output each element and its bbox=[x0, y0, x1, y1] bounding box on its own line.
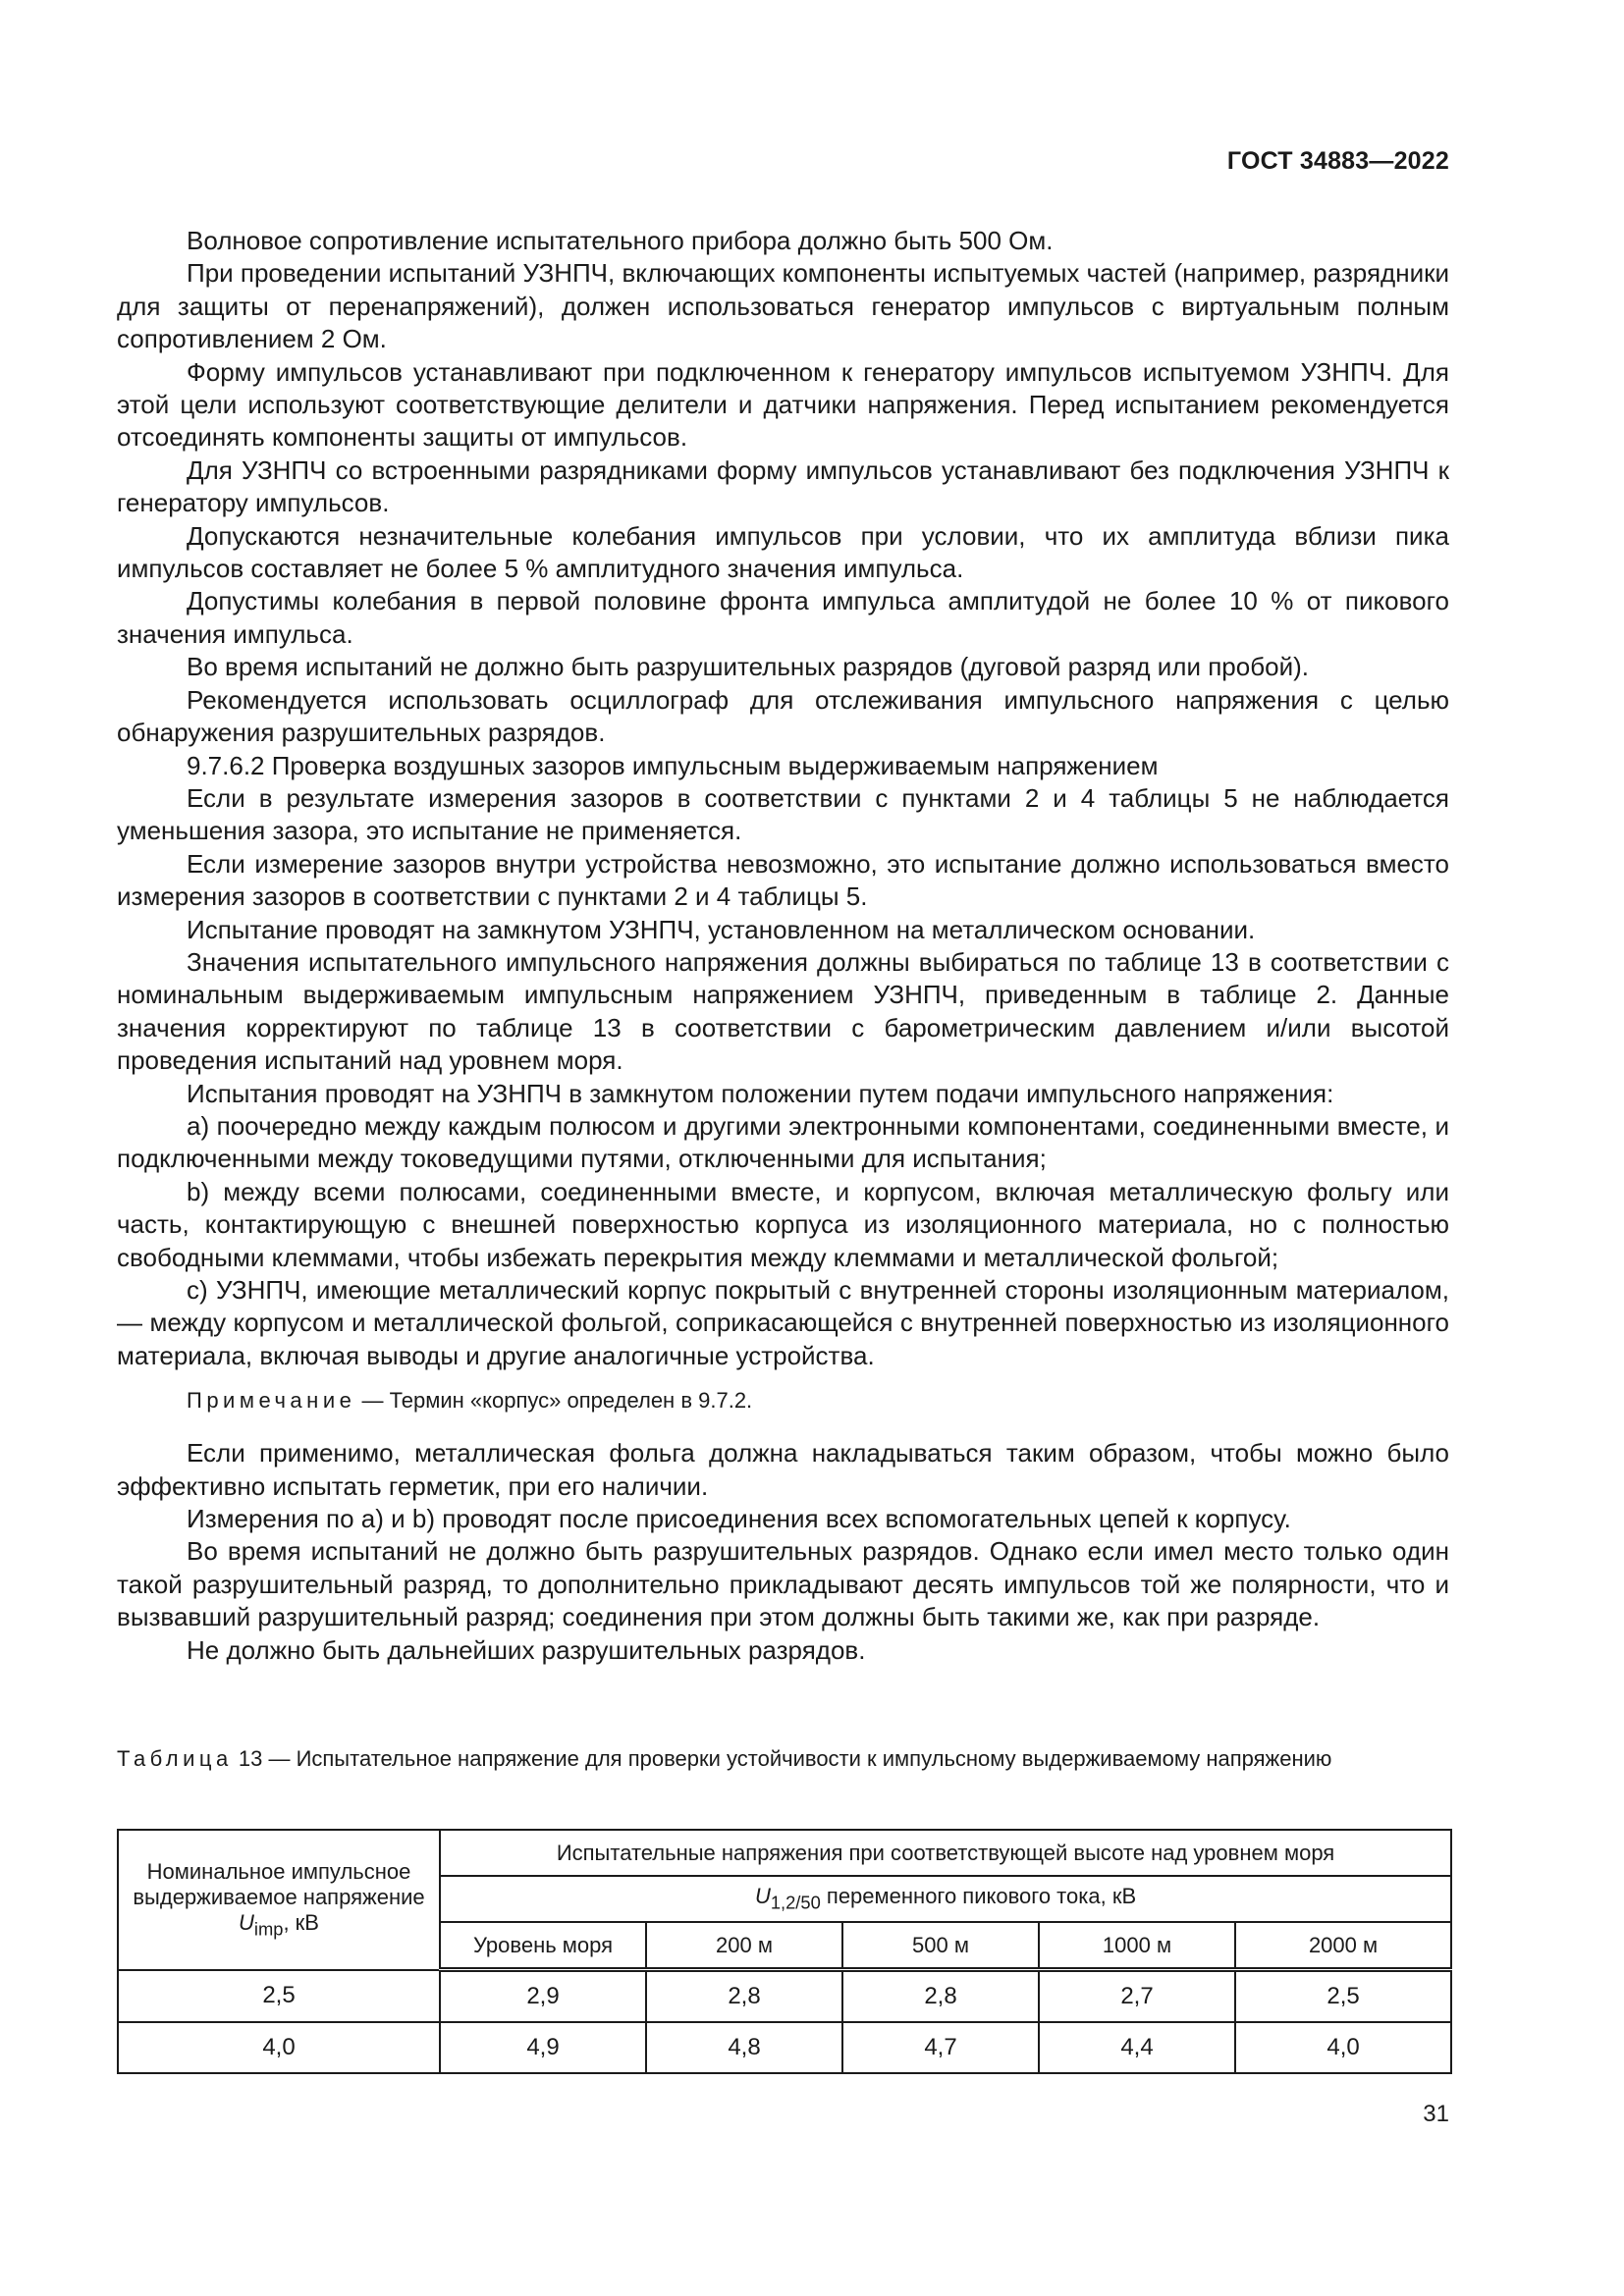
table-caption-text: 13 — Испытательное напряжение для проверки устойчивости к импульсному выдерживаемому напряжению bbox=[232, 1746, 1332, 1771]
page-number: 31 bbox=[1423, 2101, 1449, 2127]
paragraph: При проведении испытаний УЗНПЧ, включающих компоненты испытуемых частей (например, разрядники для защиты от перенапряжений), должен использоваться генератор импульсов с виртуальным полным сопротивлением 2 Ом. bbox=[117, 258, 1450, 354]
col-header-altitude: 2000 м bbox=[1235, 1922, 1451, 1970]
document-header: ГОСТ 34883—2022 bbox=[1226, 147, 1449, 175]
col-header-altitude: Уровень моря bbox=[440, 1922, 646, 1970]
paragraph: Допускаются незначительные колебания импульсов при условии, что их амплитуда вблизи пика импульсов составляет не более 5 % амплитудного значения импульса. bbox=[117, 520, 1449, 584]
table-caption-label: Таблица bbox=[117, 1746, 233, 1771]
table-cell: 2,5 bbox=[118, 1970, 440, 2023]
paragraph: Если применимо, металлическая фольга должна накладываться таким образом, чтобы можно было эффективно испытать герметик, при его наличии. bbox=[117, 1438, 1449, 1501]
note bbox=[117, 1386, 1449, 1415]
paragraph: Во время испытаний не должно быть разрушительных разрядов (дуговой разряд или пробой). bbox=[187, 652, 1309, 682]
sub-header-voltage: $U_{1,2/50}$ переменного пикового тока, кВ bbox=[440, 1876, 1451, 1922]
paragraph: Не должно быть дальнейших разрушительных разрядов. bbox=[187, 1634, 866, 1665]
paragraph: Испытание проводят на замкнутом УЗНПЧ, установленном на металлическом основании. bbox=[187, 914, 1256, 944]
table-row bbox=[118, 1970, 1451, 2023]
paragraph: Испытания проводят на УЗНПЧ в замкнутом положении путем подачи импульсного напряжения: bbox=[187, 1078, 1334, 1108]
list-item: a) поочередно между каждым полюсом и другими электронными компонентами, соединенными вместе, и подключенными между токоведущими путями, отключенными для испытания; bbox=[117, 1110, 1449, 1174]
col-header-altitude: 500 м bbox=[842, 1922, 1039, 1970]
paragraph: Значения испытательного импульсного напряжения должны выбираться по таблице 13 в соответствии с номинальным выдерживаемым импульсным напряжением УЗНПЧ, приведенным в таблице 2. Данные значения корректируют по таблице 13 в соответствии с барометрическим давлением и/или высотой проведения испытаний над уровнем моря. bbox=[117, 946, 1449, 1076]
col-header-altitude: 200 м bbox=[646, 1922, 842, 1970]
table-cell: 4,4 bbox=[1039, 2022, 1235, 2073]
document-body bbox=[117, 225, 1449, 1667]
group-header: Испытательные напряжения при соответствующей высоте над уровнем моря bbox=[440, 1830, 1451, 1876]
paragraph: Если в результате измерения зазоров в соответствии с пунктами 2 и 4 таблицы 5 не наблюдается уменьшения зазора, это испытание не применяется. bbox=[117, 782, 1449, 846]
table-cell: 2,9 bbox=[440, 1970, 646, 2023]
table-row bbox=[118, 2022, 1451, 2073]
paragraph: Измерения по a) и b) проводят после присоединения всех вспомогательных цепей к корпусу. bbox=[187, 1504, 1291, 1534]
paragraph: Во время испытаний не должно быть разрушительных разрядов. Однако если имел место только один такой разрушительный разряд, то дополнительно прикладывают десять импульсов той же полярности, что и вызвавший разрушительный разряд; соединения при этом должны быть такими же, как при разряде. bbox=[117, 1536, 1449, 1632]
table-cell: 2,7 bbox=[1039, 1970, 1235, 2023]
paragraph: Рекомендуется использовать осциллограф для отслеживания импульсного напряжения с целью обнаружения разрушительных разрядов. bbox=[117, 684, 1449, 748]
table-cell: 4,7 bbox=[842, 2022, 1039, 2073]
list-item: c) УЗНПЧ, имеющие металлический корпус покрытый с внутренней стороны изоляционным материалом, — между корпусом и металлической фольгой, соприкасающейся с внутренней поверхностью из изоляционного материала, включая выводы и другие аналогичные устройства. bbox=[117, 1275, 1449, 1370]
table-cell: 4,9 bbox=[440, 2022, 646, 2073]
note-text: — Термин «корпус» определен в 9.7.2. bbox=[355, 1388, 753, 1414]
table-cell: 2,8 bbox=[646, 1970, 842, 2023]
note-label: Примечание bbox=[187, 1388, 356, 1414]
col-header-nominal-voltage: Номинальное импульсное выдерживаемое напряжение $U_{imp}$, кВ bbox=[118, 1830, 440, 1970]
paragraph: Допустимы колебания в первой половине фронта импульса амплитудой не более 10 % от пикового значения импульса. bbox=[117, 586, 1449, 649]
table-cell: 2,8 bbox=[842, 1970, 1039, 2023]
paragraph: Для УЗНПЧ со встроенными разрядниками форму импульсов устанавливают без подключения УЗНПЧ к генератору импульсов. bbox=[117, 454, 1449, 518]
table-cell: 2,5 bbox=[1235, 1970, 1451, 2023]
paragraph: Форму импульсов устанавливают при подключенном к генератору импульсов испытуемом УЗНПЧ. Для этой цели используют соответствующие делители и датчики напряжения. Перед испытанием рекомендуется отсоединять компоненты защиты от импульсов. bbox=[117, 356, 1449, 453]
section-heading: 9.7.6.2 Проверка воздушных зазоров импульсным выдерживаемым напряжением bbox=[187, 750, 1159, 780]
table-caption bbox=[117, 1745, 1449, 1773]
col-header-altitude: 1000 м bbox=[1039, 1922, 1235, 1970]
table-cell: 4,8 bbox=[646, 2022, 842, 2073]
list-item: b) между всеми полюсами, соединенными вместе, и корпусом, включая металлическую фольгу или часть, контактирующую с внешней поверхностью корпуса из изоляционного материала, но с полностью свободными клеммами, чтобы избежать перекрытия между клеммами и металлической фольгой; bbox=[117, 1176, 1449, 1272]
table-cell: 4,0 bbox=[118, 2022, 440, 2073]
voltage-table bbox=[117, 1829, 1452, 2074]
paragraph: Волновое сопротивление испытательного прибора должно быть 500 Ом. bbox=[187, 226, 1054, 255]
table-cell: 4,0 bbox=[1235, 2022, 1451, 2073]
paragraph: Если измерение зазоров внутри устройства невозможно, это испытание должно использоваться вместо измерения зазоров в соответствии с пунктами 2 и 4 таблицы 5. bbox=[117, 848, 1449, 912]
